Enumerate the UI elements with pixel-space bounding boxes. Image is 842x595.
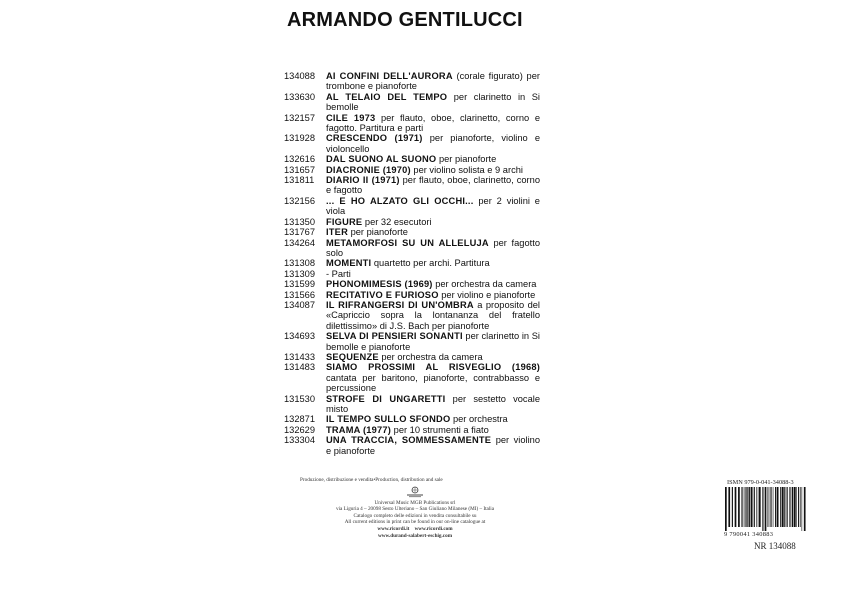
publisher-footer: [300, 477, 530, 539]
work-number: 131530: [284, 393, 316, 404]
work-instrumentation: (corale figurato) per trombone e pianoforte: [326, 71, 540, 92]
work-instrumentation: per clarinetto in Si bemolle: [326, 91, 541, 113]
work-instrumentation: per flauto, oboe, clarinetto, corno e fagotto: [326, 175, 540, 196]
work-description: [326, 133, 540, 154]
work-description: [326, 217, 540, 227]
work-title: RECITATIVO E FURIOSO: [326, 289, 439, 300]
work-title: MOMENTI: [326, 258, 372, 269]
work-number: 134088: [284, 71, 316, 81]
work-entry: [284, 238, 540, 259]
work-title: SIAMO PROSSIMI AL RISVEGLIO (1968): [326, 362, 540, 373]
catalog-note-en: All current editions in print can be found in our on-line catalogue at: [344, 519, 486, 526]
work-number: 132629: [284, 424, 316, 435]
work-instrumentation: per orchestra da camera: [432, 279, 537, 290]
work-description: [326, 113, 540, 134]
work-number: 133304: [284, 435, 316, 446]
work-description: [326, 227, 540, 237]
work-description: [326, 71, 540, 92]
work-entry: [284, 258, 540, 268]
work-entry: [284, 394, 540, 415]
work-title: PHONOMIMESIS (1969): [326, 279, 433, 290]
work-description: [326, 290, 540, 300]
work-title: DIACRONIE (1970): [326, 164, 411, 175]
work-instrumentation: per pianoforte: [436, 154, 497, 165]
work-entry: [284, 165, 540, 175]
work-number: 131309: [284, 268, 316, 279]
work-entry: [284, 113, 540, 134]
work-number: 131308: [284, 258, 316, 269]
work-entry: [284, 71, 540, 92]
work-number: 131811: [284, 175, 315, 186]
work-title: IL TEMPO SULLO SFONDO: [326, 414, 451, 425]
work-entry: [284, 290, 540, 300]
work-number: 131350: [284, 216, 316, 227]
work-entry: [284, 196, 540, 217]
footer-lead: Produzione, distribuzione e vendita•Production, distribution and sale: [300, 477, 443, 483]
work-description: [326, 362, 540, 393]
work-title: CRESCENDO (1971): [326, 133, 423, 144]
work-entry: [284, 300, 540, 331]
work-description: [326, 331, 540, 352]
work-instrumentation: per sestetto vocale misto: [326, 393, 540, 414]
work-number: 131483: [284, 362, 316, 373]
work-number: 132616: [284, 154, 316, 165]
work-entry: [284, 175, 540, 196]
work-instrumentation: per violino e pianoforte: [326, 435, 540, 456]
work-title: SELVA DI PENSIERI SONANTI: [326, 331, 463, 342]
work-title: STROFE DI UNGARETTI: [326, 393, 446, 404]
work-entry: [284, 227, 540, 237]
work-description: [326, 414, 540, 424]
work-title: SEQUENZE: [326, 351, 379, 362]
work-description: [326, 92, 540, 113]
work-instrumentation: cantata per baritono, pianoforte, contrabbasso e percussione: [326, 372, 540, 394]
work-description: [326, 175, 540, 196]
work-instrumentation: per 2 violini e viola: [326, 195, 540, 217]
ismn-code: ISMN 979-0-041-34088-3: [727, 479, 794, 486]
work-number: 131767: [284, 227, 316, 238]
work-number: 132156: [284, 195, 316, 206]
work-title: DAL SUONO AL SUONO: [326, 154, 437, 165]
universal-music-logo-icon: [403, 486, 427, 498]
catalog-number: NR 134088: [754, 541, 796, 551]
work-description: [326, 238, 540, 259]
work-entry: [284, 435, 540, 456]
work-entry: [284, 362, 540, 393]
work-title: IL RIFRANGERSI DI UN'OMBRA: [326, 299, 474, 310]
website-ricordi-com-link[interactable]: www.ricordi.com: [414, 525, 453, 532]
work-description: [326, 269, 540, 279]
work-entry: [284, 133, 540, 154]
works-list: [284, 71, 540, 456]
barcode-icon: [723, 487, 806, 531]
work-instrumentation: per orchestra: [450, 414, 508, 425]
work-description: [326, 154, 540, 164]
work-entry: [284, 154, 540, 164]
work-title: DIARIO II (1971): [326, 175, 400, 186]
work-number: 131433: [284, 351, 316, 362]
work-title: FIGURE: [326, 216, 363, 227]
work-instrumentation: per fagotto solo: [326, 237, 540, 258]
work-number: 131599: [284, 279, 316, 290]
work-number: 131928: [284, 133, 316, 144]
work-instrumentation: per 32 esecutori: [362, 216, 432, 227]
work-number: 134087: [284, 299, 316, 310]
work-instrumentation: per flauto, oboe, clarinetto, corno e fagotto. Partitura e parti: [326, 112, 540, 134]
work-description: [326, 352, 540, 362]
work-title: CILE 1973: [326, 112, 376, 123]
work-instrumentation: per orchestra da camera: [378, 351, 483, 362]
work-entry: [284, 352, 540, 362]
work-title: AL TELAIO DEL TEMPO: [326, 91, 448, 102]
work-instrumentation: per violino e pianoforte: [438, 289, 536, 300]
publisher-name: Universal Music MGB Publications srl: [374, 499, 456, 506]
work-description: [326, 300, 540, 331]
website-durand-link[interactable]: www.durand-salabert-eschig.com: [377, 532, 453, 539]
work-entry: [284, 269, 540, 279]
work-entry: [284, 331, 540, 352]
work-instrumentation: per violino solista e 9 archi: [410, 164, 523, 175]
work-description: [326, 165, 540, 175]
work-title: AI CONFINI DELL'AURORA: [326, 71, 453, 81]
work-title: METAMORFOSI SU UN ALLELUJA: [326, 237, 489, 248]
publisher-address: via Liguria 4 – 20098 Sesto Ulteriano – San Giuliano Milanese (MI) – Italia: [335, 506, 495, 513]
work-number: 134264: [284, 237, 316, 248]
work-entry: [284, 425, 540, 435]
work-instrumentation: per 10 strumenti a fiato: [391, 424, 489, 435]
work-number: 131566: [284, 289, 316, 300]
work-description: [326, 258, 540, 268]
work-instrumentation: per pianoforte, violino e violoncello: [326, 133, 541, 154]
work-instrumentation: per pianoforte: [347, 227, 408, 238]
work-number: 131657: [284, 164, 316, 175]
work-title: TRAMA (1977): [326, 424, 392, 435]
work-instrumentation: - Parti: [326, 268, 351, 279]
work-entry: [284, 414, 540, 424]
work-title: ITER: [326, 227, 348, 238]
catalog-note-it: Catalogo completo delle edizioni in vendita consultabile su: [353, 512, 477, 519]
work-entry: [284, 279, 540, 289]
work-number: 132157: [284, 112, 316, 123]
work-number: 134693: [284, 331, 316, 342]
work-description: [326, 425, 540, 435]
work-entry: [284, 92, 540, 113]
work-description: [326, 394, 540, 415]
work-instrumentation: per clarinetto in Si bemolle e pianoforte: [326, 331, 540, 352]
work-title: ... E HO ALZATO GLI OCCHI...: [326, 195, 474, 206]
work-description: [326, 279, 540, 289]
work-number: 133630: [284, 91, 316, 102]
website-ricordi-link[interactable]: www.ricordi.it: [377, 525, 410, 532]
work-description: [326, 435, 540, 456]
work-description: [326, 196, 540, 217]
barcode-number: 9 790041 340883: [724, 531, 774, 538]
work-instrumentation: a proposito del «Capriccio sopra la lontananza del fratello dilettissimo» di J.S. Bach per pianoforte: [326, 299, 540, 331]
work-number: 132871: [284, 414, 316, 425]
work-title: UNA TRACCIA, SOMMESSAMENTE: [326, 435, 492, 446]
work-instrumentation: quartetto per archi. Partitura: [371, 258, 490, 269]
work-entry: [284, 217, 540, 227]
composer-name: ARMANDO GENTILUCCI: [287, 9, 523, 31]
